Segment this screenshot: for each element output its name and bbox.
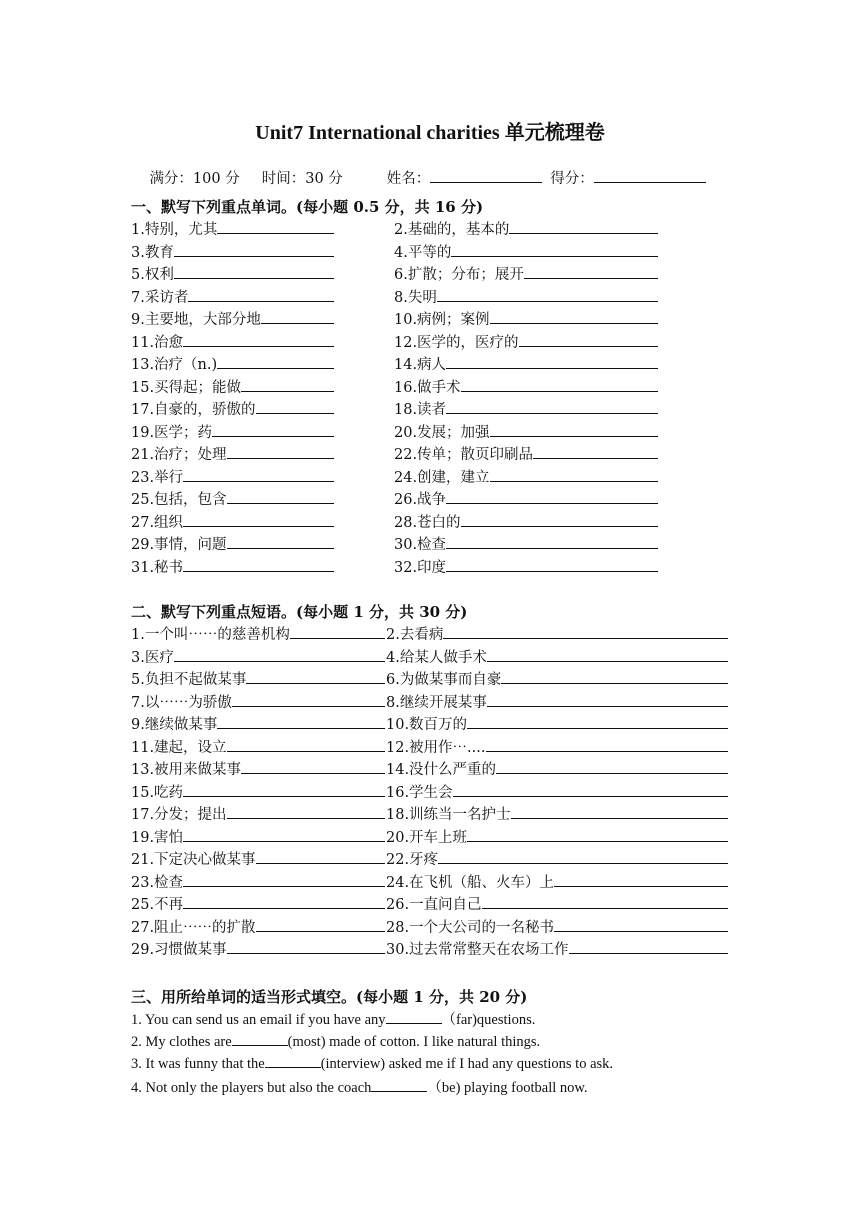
list-row: [0, 218, 860, 240]
list-item: [386, 713, 728, 734]
list-item: [386, 758, 728, 779]
list-item: [131, 623, 385, 644]
item-prompt: 4.平等的: [394, 244, 452, 261]
fill-sentence: [131, 1008, 535, 1029]
sentence-end: （far)questions.: [441, 1012, 536, 1028]
list-row: [0, 511, 860, 533]
answer-blank[interactable]: [256, 917, 385, 932]
answer-blank[interactable]: [437, 287, 658, 302]
answer-blank[interactable]: [174, 647, 385, 662]
answer-blank[interactable]: [487, 647, 728, 662]
list-row: [0, 466, 860, 488]
sentence-end: (interview) asked me if I had any questions to ask.: [320, 1056, 614, 1072]
answer-blank[interactable]: [227, 489, 334, 504]
list-item: [131, 938, 385, 959]
sentence-end: (most) made of cotton. I like natural things.: [287, 1033, 541, 1050]
sentence-start: 3. It was funny that the: [131, 1056, 265, 1072]
item-prompt: 17.分发；提出: [131, 807, 227, 823]
list-item: [394, 421, 658, 442]
list-row: [0, 736, 860, 758]
answer-blank[interactable]: [511, 804, 728, 819]
item-prompt: 26.战争: [394, 492, 447, 508]
list-item: [394, 511, 658, 532]
list-item: [131, 826, 385, 847]
item-prompt: 3.医疗: [131, 649, 174, 666]
answer-blank[interactable]: [232, 1031, 288, 1046]
list-row: [0, 353, 860, 375]
list-row: [0, 398, 860, 420]
item-prompt: 12.被用作⋯....: [386, 739, 486, 756]
answer-blank[interactable]: [217, 219, 334, 234]
list-item: [386, 826, 728, 847]
list-item: [386, 736, 728, 757]
list-row: [0, 263, 860, 285]
answer-blank[interactable]: [227, 534, 334, 549]
answer-blank[interactable]: [183, 512, 334, 527]
answer-blank[interactable]: [487, 692, 728, 707]
list-item: [131, 758, 385, 779]
answer-blank[interactable]: [227, 939, 385, 954]
list-row: [0, 871, 860, 893]
score-blank[interactable]: [594, 168, 706, 183]
item-prompt: 18.训练当一名护士: [386, 807, 511, 823]
list-row: [0, 826, 860, 848]
item-prompt: 8.失明: [394, 289, 437, 306]
section3-heading: 三、用所给单词的适当形式填空。(每小题 1 分，共 20 分): [131, 988, 528, 1006]
list-item: [394, 398, 658, 419]
answer-blank[interactable]: [265, 1053, 321, 1068]
section2-heading: 二、默写下列重点短语。(每小题 1 分，共 30 分): [131, 603, 468, 621]
item-prompt: 2.基础的，基本的: [394, 222, 510, 238]
list-item: [394, 376, 658, 397]
item-prompt: 29.习惯做某事: [131, 942, 227, 958]
item-prompt: 32.印度: [394, 559, 447, 576]
answer-blank[interactable]: [183, 557, 334, 572]
answer-blank[interactable]: [482, 894, 728, 909]
item-prompt: 4.给某人做手术: [386, 649, 487, 666]
item-prompt: 16.做手术: [394, 379, 461, 396]
list-item: [131, 803, 385, 824]
item-prompt: 9.继续做某事: [131, 717, 218, 733]
answer-blank[interactable]: [386, 1009, 442, 1024]
answer-blank[interactable]: [212, 422, 334, 437]
list-item: [131, 511, 334, 532]
list-item: [131, 871, 385, 892]
item-prompt: 10.病例；案例: [394, 312, 490, 328]
answer-blank[interactable]: [467, 827, 728, 842]
list-row: [0, 443, 860, 465]
answer-blank[interactable]: [461, 377, 658, 392]
answer-blank[interactable]: [446, 489, 658, 504]
list-row: [0, 331, 860, 353]
item-prompt: 28.一个大公司的一名秘书: [386, 919, 555, 936]
score-label: 得分：: [550, 171, 594, 187]
item-prompt: 13.治疗（n.): [131, 357, 218, 373]
answer-blank[interactable]: [533, 444, 658, 459]
list-item: [386, 691, 728, 712]
answer-blank[interactable]: [246, 669, 385, 684]
item-prompt: 1.一个叫⋯⋯的慈善机构: [131, 627, 290, 643]
item-prompt: 25.不再: [131, 897, 184, 913]
item-prompt: 24.在飞机（船、火车）上: [386, 874, 555, 891]
list-row: [0, 893, 860, 915]
name-label: 姓名：: [386, 171, 431, 187]
list-item: [386, 938, 728, 959]
list-item: [394, 533, 658, 554]
list-row: [0, 623, 860, 645]
sentence-start: 1. You can send us an email if you have any: [131, 1012, 386, 1028]
item-prompt: 1.特别，尤其: [131, 222, 218, 238]
list-item: [394, 286, 658, 307]
item-prompt: 18.读者: [394, 402, 447, 418]
answer-blank[interactable]: [461, 512, 658, 527]
list-item: [394, 263, 658, 284]
list-item: [131, 646, 385, 667]
list-item: [394, 353, 658, 374]
list-row: [0, 803, 860, 825]
full-score-label: 满分：100 分: [149, 171, 240, 187]
answer-blank[interactable]: [174, 242, 334, 257]
item-prompt: 14.没什么严重的: [386, 762, 497, 778]
list-row: [0, 533, 860, 555]
item-prompt: 28.苍白的: [394, 514, 461, 531]
item-prompt: 8.继续开展某事: [386, 694, 487, 711]
answer-blank[interactable]: [490, 422, 658, 437]
item-prompt: 20.发展；加强: [394, 424, 490, 441]
list-item: [131, 713, 385, 734]
answer-blank[interactable]: [554, 872, 728, 887]
list-item: [131, 218, 334, 239]
name-blank[interactable]: [430, 168, 542, 183]
list-item: [394, 331, 658, 352]
list-item: [131, 308, 334, 329]
list-item: [131, 488, 334, 509]
answer-blank[interactable]: [188, 287, 334, 302]
answer-blank[interactable]: [509, 219, 658, 234]
fill-sentence: [131, 1031, 540, 1051]
answer-blank[interactable]: [241, 377, 334, 392]
answer-blank[interactable]: [490, 309, 658, 324]
item-prompt: 21.下定决心做某事: [131, 852, 256, 868]
list-item: [131, 443, 334, 464]
sentence-end: （be) playing football now.: [427, 1079, 588, 1096]
answer-blank[interactable]: [446, 399, 658, 414]
list-item: [131, 263, 334, 284]
list-item: [394, 218, 658, 239]
list-row: [0, 916, 860, 938]
item-prompt: 11.治愈: [131, 334, 184, 351]
answer-blank[interactable]: [227, 737, 385, 752]
list-item: [131, 916, 385, 937]
item-prompt: 25.包括，包含: [131, 492, 227, 508]
fill-sentence: [131, 1053, 613, 1073]
answer-blank[interactable]: [371, 1077, 427, 1092]
list-item: [131, 353, 334, 374]
item-prompt: 26.一直问自己: [386, 897, 482, 913]
answer-blank[interactable]: [261, 309, 334, 324]
list-item: [394, 241, 658, 262]
answer-blank[interactable]: [554, 917, 728, 932]
list-item: [131, 421, 334, 442]
list-row: [0, 713, 860, 735]
list-item: [131, 736, 385, 757]
list-item: [394, 488, 658, 509]
list-item: [131, 781, 385, 802]
item-prompt: 9.主要地，大部分地: [131, 312, 261, 328]
item-prompt: 11.建起，设立: [131, 739, 227, 756]
answer-blank[interactable]: [217, 354, 334, 369]
list-item: [394, 308, 658, 329]
list-item: [131, 691, 385, 712]
sentence-start: 2. My clothes are: [131, 1033, 232, 1050]
list-item: [131, 556, 334, 577]
answer-blank[interactable]: [183, 782, 385, 797]
list-item: [131, 466, 334, 487]
list-item: [394, 466, 658, 487]
item-prompt: 19.害怕: [131, 829, 184, 846]
answer-blank[interactable]: [524, 264, 658, 279]
list-row: [0, 556, 860, 578]
answer-blank[interactable]: [183, 467, 334, 482]
answer-blank[interactable]: [183, 827, 385, 842]
item-prompt: 22.牙疼: [386, 852, 439, 868]
item-prompt: 14.病人: [394, 357, 447, 373]
answer-blank[interactable]: [496, 759, 728, 774]
item-prompt: 23.举行: [131, 469, 184, 486]
answer-blank[interactable]: [217, 714, 385, 729]
item-prompt: 27.组织: [131, 514, 184, 531]
list-row: [0, 781, 860, 803]
answer-blank[interactable]: [290, 624, 385, 639]
list-row: [0, 938, 860, 960]
answer-blank[interactable]: [519, 332, 658, 347]
answer-blank[interactable]: [183, 872, 385, 887]
item-prompt: 5.权利: [131, 267, 174, 283]
item-prompt: 6.扩散；分布；展开: [394, 267, 524, 283]
answer-blank[interactable]: [174, 264, 334, 279]
item-prompt: 22.传单；散页印刷品: [394, 447, 534, 463]
list-item: [386, 646, 728, 667]
item-prompt: 12.医学的，医疗的: [394, 334, 519, 351]
item-prompt: 6.为做某事而自豪: [386, 672, 502, 688]
list-row: [0, 241, 860, 263]
list-row: [0, 421, 860, 443]
list-item: [394, 443, 658, 464]
list-item: [131, 376, 334, 397]
sentence-start: 4. Not only the players but also the coach: [131, 1079, 372, 1096]
list-row: [0, 758, 860, 780]
item-prompt: 7.采访者: [131, 289, 189, 306]
list-item: [386, 623, 728, 644]
list-item: [386, 871, 728, 892]
item-prompt: 7.以⋯⋯为骄傲: [131, 694, 232, 711]
list-item: [386, 893, 728, 914]
list-item: [386, 848, 728, 869]
item-prompt: 17.自豪的，骄傲的: [131, 402, 256, 418]
list-item: [131, 668, 385, 689]
item-prompt: 13.被用来做某事: [131, 762, 242, 778]
item-prompt: 3.教育: [131, 244, 174, 261]
item-prompt: 15.吃药: [131, 784, 184, 801]
answer-blank[interactable]: [569, 939, 728, 954]
list-item: [131, 331, 334, 352]
answer-blank[interactable]: [446, 534, 658, 549]
answer-blank[interactable]: [438, 849, 728, 864]
list-row: [0, 376, 860, 398]
answer-blank[interactable]: [256, 849, 385, 864]
item-prompt: 24.创建，建立: [394, 469, 490, 486]
item-prompt: 30.检查: [394, 537, 447, 553]
answer-blank[interactable]: [501, 669, 728, 684]
answer-blank[interactable]: [183, 894, 385, 909]
item-prompt: 30.过去常常整天在农场工作: [386, 942, 569, 958]
list-row: [0, 646, 860, 668]
section1-heading: 一、默写下列重点单词。(每小题 0.5 分，共 16 分): [131, 198, 484, 216]
item-prompt: 19.医学；药: [131, 424, 213, 441]
answer-blank[interactable]: [256, 399, 334, 414]
answer-blank[interactable]: [446, 354, 658, 369]
item-prompt: 16.学生会: [386, 784, 453, 801]
answer-blank[interactable]: [241, 759, 385, 774]
list-item: [131, 286, 334, 307]
list-item: [131, 893, 385, 914]
list-item: [386, 803, 728, 824]
item-prompt: 5.负担不起做某事: [131, 672, 247, 688]
item-prompt: 31.秘书: [131, 559, 184, 576]
list-item: [131, 533, 334, 554]
answer-blank[interactable]: [183, 332, 334, 347]
answer-blank[interactable]: [446, 557, 658, 572]
list-item: [131, 241, 334, 262]
list-item: [386, 668, 728, 689]
answer-blank[interactable]: [467, 714, 728, 729]
list-row: [0, 848, 860, 870]
list-row: [0, 668, 860, 690]
fill-sentence: [131, 1076, 588, 1097]
list-item: [131, 398, 334, 419]
item-prompt: 2.去看病: [386, 627, 444, 643]
answer-blank[interactable]: [443, 624, 728, 639]
page-title: Unit7 International charities 单元梳理卷: [255, 122, 605, 144]
item-prompt: 15.买得起；能做: [131, 379, 242, 396]
item-prompt: 21.治疗；处理: [131, 447, 227, 463]
item-prompt: 23.检查: [131, 874, 184, 891]
answer-blank[interactable]: [227, 804, 385, 819]
list-item: [386, 781, 728, 802]
answer-blank[interactable]: [451, 242, 658, 257]
item-prompt: 20.开车上班: [386, 829, 468, 846]
time-label: 时间：30 分: [261, 171, 343, 187]
item-prompt: 10.数百万的: [386, 717, 468, 733]
answer-blank[interactable]: [227, 444, 334, 459]
list-row: [0, 286, 860, 308]
answer-blank[interactable]: [490, 467, 658, 482]
list-item: [386, 916, 728, 937]
answer-blank[interactable]: [486, 737, 729, 752]
list-row: [0, 308, 860, 330]
answer-blank[interactable]: [232, 692, 385, 707]
list-item: [131, 848, 385, 869]
item-prompt: 27.阻止⋯⋯的扩散: [131, 919, 256, 936]
list-item: [394, 556, 658, 577]
list-row: [0, 691, 860, 713]
answer-blank[interactable]: [453, 782, 728, 797]
list-row: [0, 488, 860, 510]
item-prompt: 29.事情，问题: [131, 537, 227, 553]
